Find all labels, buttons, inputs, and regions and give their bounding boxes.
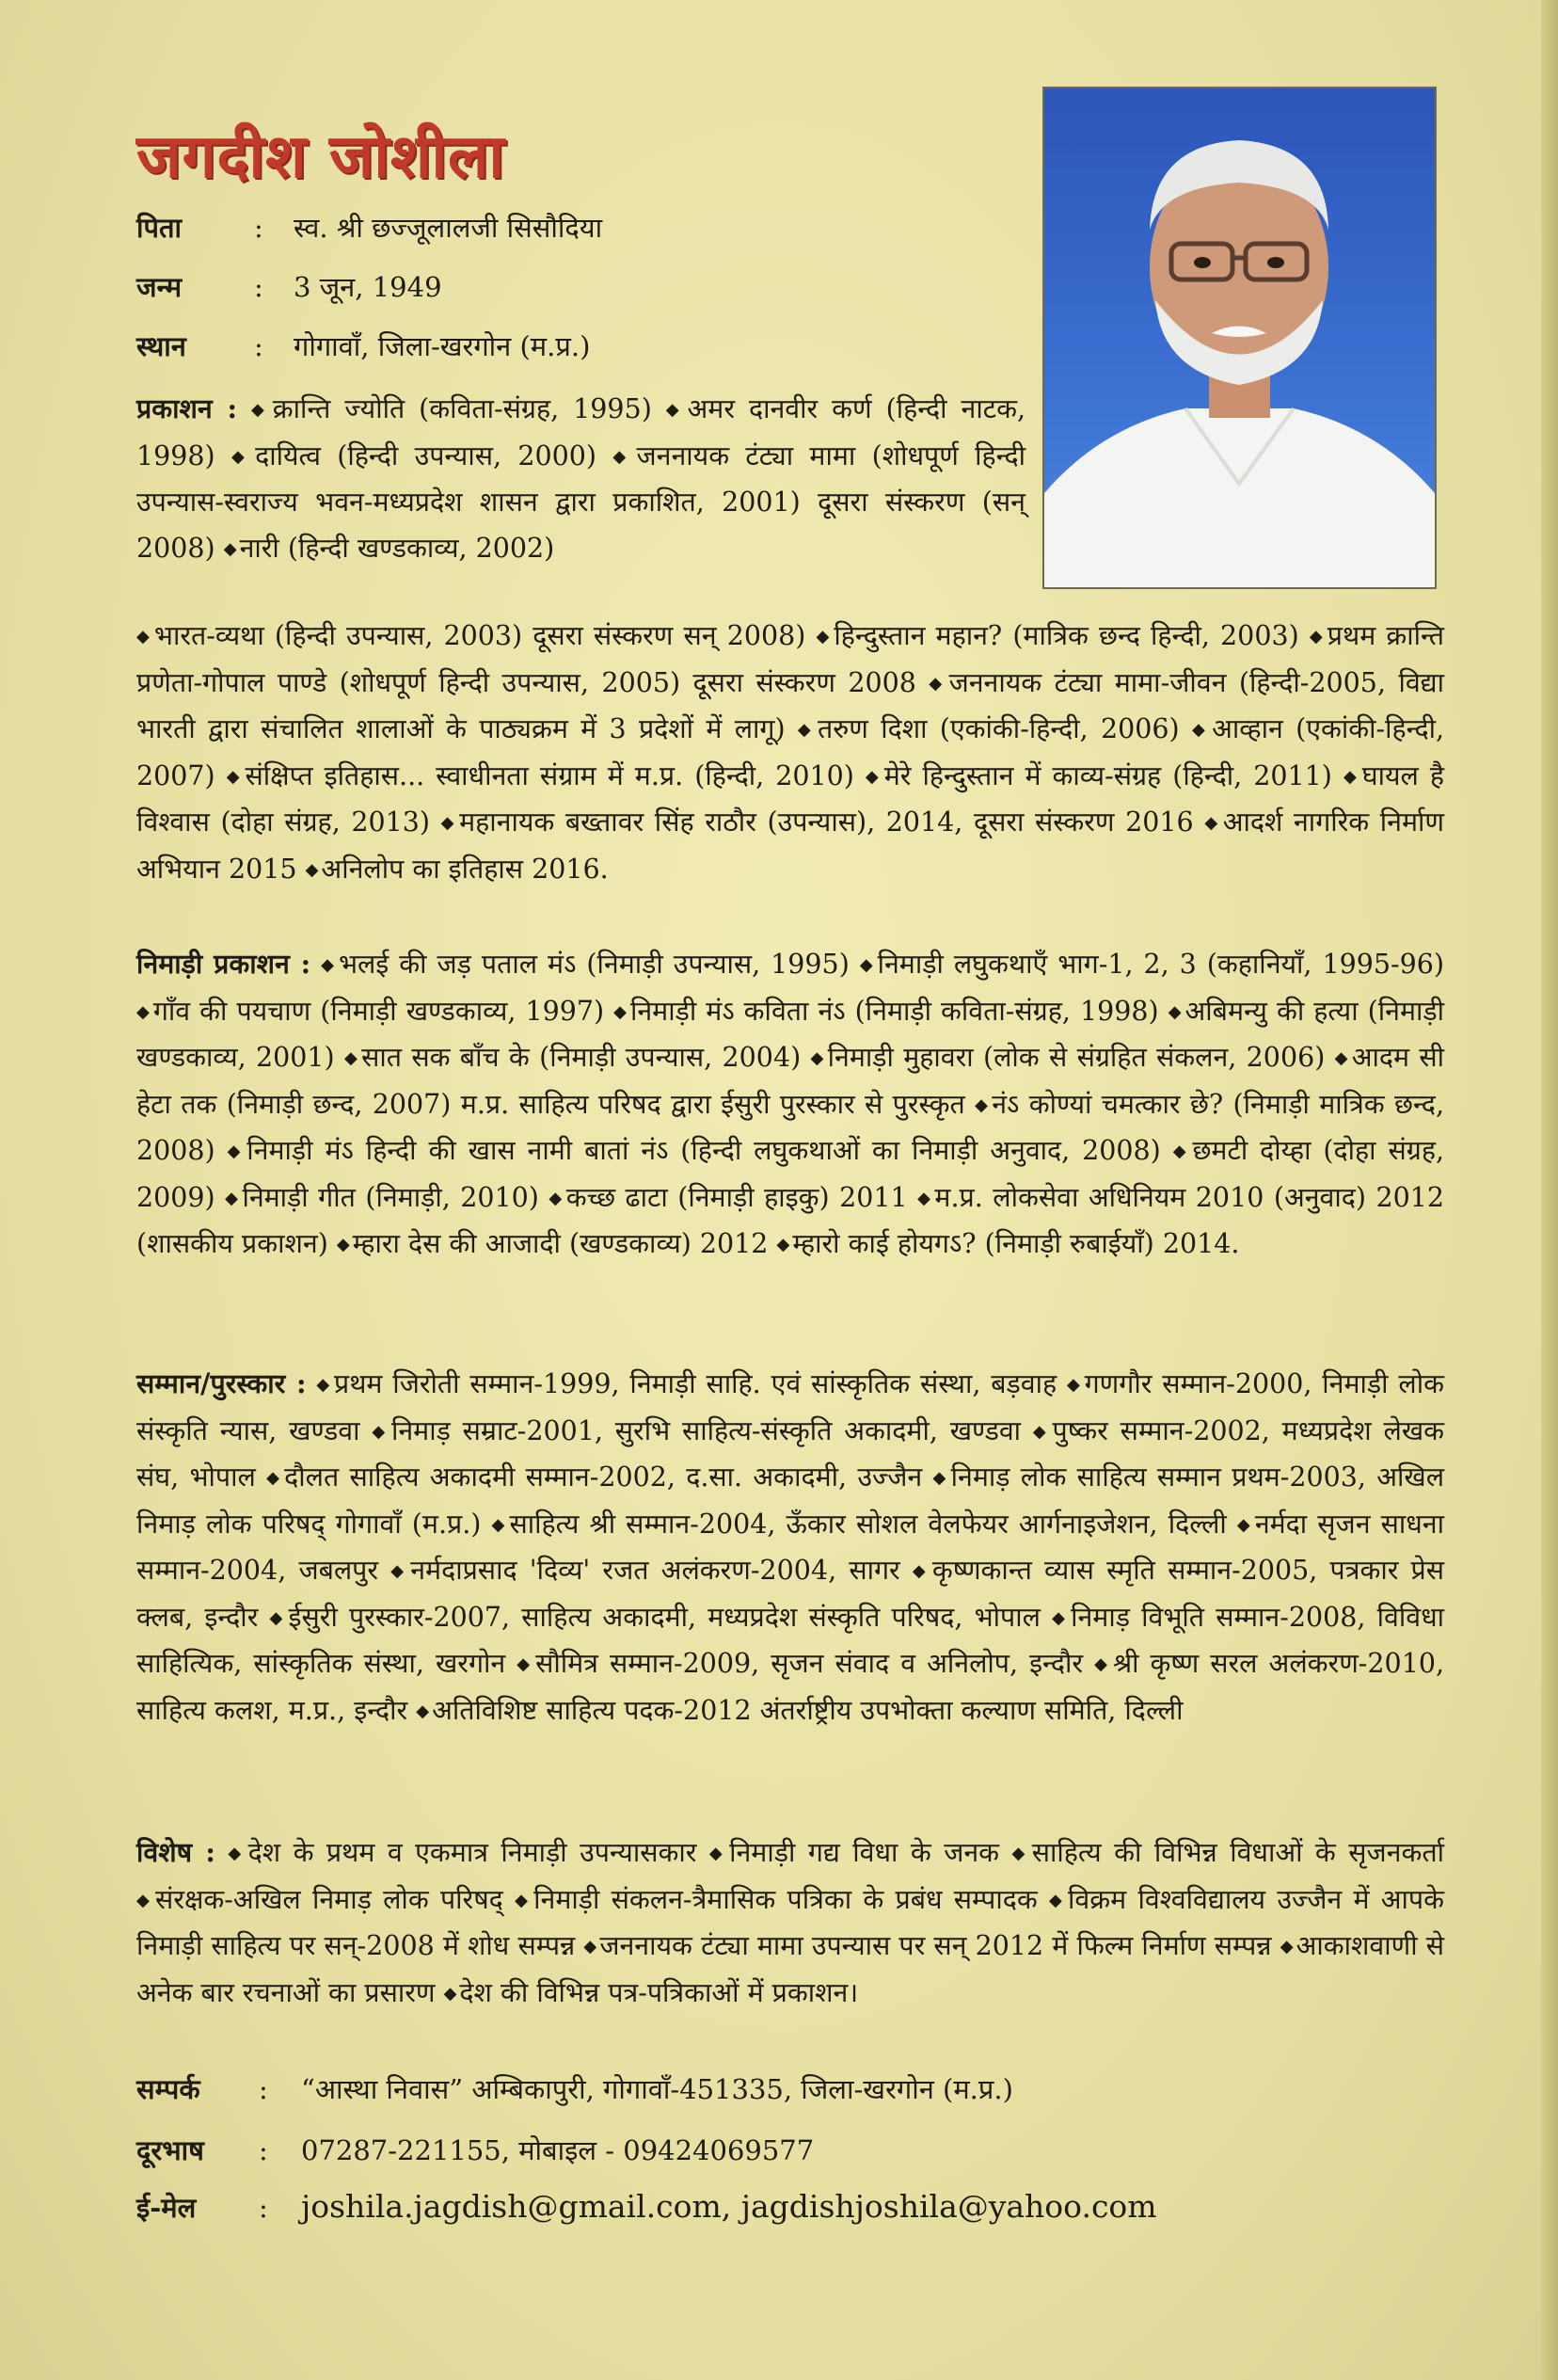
award-item: ◆ नर्मदा सृजन साधना सम्मान-2004, जबलपुर (136, 1509, 1444, 1587)
special-item: ◆ विक्रम विश्वविद्यालय उज्जैन में आपके निमाड़ी साहित्य पर सन्-2008 में शोध सम्पन्न (136, 1884, 1444, 1962)
nimadi-item: ◆ भलई की जड़ पताल मंऽ (निमाड़ी उपन्यास, 1995) (321, 949, 850, 980)
award-item: ◆ निमाड़ लोक साहित्य सम्मान प्रथम-2003, अखिल निमाड़ लोक परिषद् गोगावाँ (म.प्र.) (136, 1462, 1444, 1540)
publication-item: ◆ क्रान्ति ज्योति (कविता-संग्रह, 1995) (251, 393, 652, 424)
publication-item: ◆ आव्हान (एकांकी-हिन्दी, 2007) (136, 713, 1444, 791)
birth-row (136, 268, 442, 305)
nimadi-item: ◆ नंऽ कोण्यां चमत्कार छे? (निमाड़ी मात्रिक छन्द, 2008) (136, 1089, 1444, 1167)
award-item: ◆ कृष्णकान्त व्यास स्मृति सम्मान-2005, पत्रकार प्रेस क्लब, इन्दौर (136, 1555, 1444, 1633)
award-item: ◆ प्रथम जिरोती सम्मान-1999, निमाड़ी साहि. एवं सांस्कृतिक संस्था, बड़वाह (316, 1368, 1057, 1399)
place-row (136, 327, 590, 364)
address-value: “आस्था निवास” अम्बिकापुरी, गोगावाँ-451335, जिला-खरगोन (म.प्र.) (301, 2073, 1013, 2105)
publication-item: ◆ जननायक टंट्या मामा-जीवन (हिन्दी-2005, विद्या भारती द्वारा संचालित शालाओं के पाठ्यक्रम में 3 प्रदेशों में लागू) (136, 667, 1444, 745)
email-sep: : (259, 2192, 268, 2224)
special-item: ◆ देश के प्रथम व एकमात्र निमाड़ी उपन्यासकार (228, 1837, 696, 1868)
special-item: ◆ निमाड़ी संकलन-त्रैमासिक पत्रिका के प्रबंध सम्पादक (515, 1884, 1038, 1915)
phone-row (136, 2132, 814, 2168)
nimadi-item: ◆ कच्छ ढाटा (निमाड़ी हाइकु) 2011 (548, 1182, 907, 1213)
award-item: ◆ दौलत साहित्य अकादमी सम्मान-2002, द.सा. अकादमी, उज्जैन (266, 1462, 922, 1493)
publication-item: ◆ नारी (हिन्दी खण्डकाव्य, 2002) (224, 533, 555, 564)
award-item: ◆ ईसुरी पुरस्कार-2007, साहित्य अकादमी, मध्यप्रदेश संस्कृति परिषद, भोपाल (270, 1602, 1041, 1633)
award-item: ◆ साहित्य श्री सम्मान-2004, ऊँकार सोशल वेलफेयर आर्गनाइजेशन, दिल्ली (492, 1509, 1227, 1540)
awards-section (136, 1361, 1444, 1734)
cover-edge (1541, 0, 1558, 2380)
award-item: ◆ निमाड़ सम्राट-2001, सुरभि साहित्य-संस्कृति अकादमी, खण्डवा (372, 1415, 1021, 1446)
nimadi-item: ◆ छमटी दोय्हा (दोहा संग्रह, 2009) (136, 1135, 1444, 1213)
publication-item: ◆ अनिलोप का इतिहास 2016. (306, 854, 609, 885)
publication-item: ◆ भारत-व्यथा (हिन्दी उपन्यास, 2003) दूसरा संस्करण सन् 2008) (136, 620, 805, 651)
special-section (136, 1829, 1444, 2017)
award-item: ◆ नर्मदाप्रसाद 'दिव्य' रजत अलंकरण-2004, सागर (390, 1555, 899, 1586)
publication-item: ◆ जननायक टंट्या मामा (शोधपूर्ण हिन्दी उपन्यास-स्वराज्य भवन-मध्यप्रदेश शासन द्वारा प्रकाशित, 2001) दूसरा संस्करण (सन् 2008) (136, 440, 1025, 564)
award-item: ◆ पुष्कर सम्मान-2002, मध्यप्रदेश लेखक संघ, भोपाल (136, 1415, 1444, 1493)
publication-item: ◆ तरुण दिशा (एकांकी-हिन्दी, 2006) (798, 713, 1180, 744)
publication-item: ◆ मेरे हिन्दुस्तान में काव्य-संग्रह (हिन्दी, 2011) (866, 760, 1332, 791)
father-row (136, 209, 602, 246)
publication-item: ◆ प्रथम क्रान्ति प्रणेता-गोपाल पाण्डे (शोधपूर्ण हिन्दी उपन्यास, 2005) दूसरा संस्करण 2008 (136, 620, 1444, 698)
author-name: जगदीश जोशीला (136, 121, 506, 192)
publication-item: ◆ हिन्दुस्तान महान? (मात्रिक छन्द हिन्दी, 2003) (817, 620, 1299, 651)
publication-item: ◆ आदर्श नागरिक निर्माण अभियान 2015 (136, 807, 1444, 885)
award-item: ◆ सौमित्र सम्मान-2009, सृजन संवाद व अनिलोप, इन्दौर (517, 1648, 1083, 1679)
birth-label: जन्म (136, 271, 183, 303)
publications-section-cont (136, 614, 1444, 893)
address-row (136, 2070, 1013, 2107)
publications-label: प्रकाशन : (136, 392, 238, 424)
place-value: गोगावाँ, जिला-खरगोन (म.प्र.) (294, 330, 591, 362)
nimadi-item: ◆ गाँव की पयचाण (निमाड़ी खण्डकाव्य, 1997) (136, 996, 604, 1027)
email-row (136, 2188, 1157, 2226)
birth-sep: : (254, 271, 263, 303)
address-sep: : (259, 2073, 268, 2105)
special-item: ◆ आकाशवाणी से अनेक बार रचनाओं का प्रसारण (136, 1930, 1444, 2008)
nimadi-item: ◆ म.प्र. लोकसेवा अधिनियम 2010 (अनुवाद) 2012 (शासकीय प्रकाशन) (136, 1182, 1444, 1260)
publications-section (136, 386, 1025, 572)
nimadi-item: ◆ म्हारा देस की आजादी (खण्डकाव्य) 2012 (337, 1228, 769, 1259)
special-label: विशेष : (136, 1836, 215, 1868)
nimadi-label: निमाड़ी प्रकाशन : (136, 948, 311, 980)
address-label: सम्पर्क (136, 2073, 200, 2105)
award-item: ◆ श्री कृष्ण सरल अलंकरण-2010, साहित्य कलश, म.प्र., इन्दौर (136, 1648, 1444, 1726)
special-item: ◆ जननायक टंट्या मामा उपन्यास पर सन् 2012 में फिल्म निर्माण सम्पन्न (583, 1930, 1271, 1961)
publication-item: ◆ दायित्व (हिन्दी उपन्यास, 2000) (231, 440, 596, 471)
special-item: ◆ साहित्य की विभिन्न विधाओं के सृजनकर्ता (1012, 1837, 1445, 1868)
award-item: ◆ गणगौर सम्मान-2000, निमाड़ी लोक संस्कृति न्यास, खण्डवा (136, 1368, 1444, 1446)
nimadi-item: ◆ निमाड़ी लघुकथाएँ भाग-1, 2, 3 (कहानियाँ, 1995-96) (860, 949, 1444, 980)
publication-item: ◆ घायल है विश्वास (दोहा संग्रह, 2013) (136, 760, 1444, 839)
phone-value: 07287-221155, मोबाइल - 09424069577 (301, 2134, 815, 2166)
nimadi-item: ◆ निमाड़ी गीत (निमाड़ी, 2010) (225, 1182, 539, 1213)
father-sep: : (254, 212, 263, 244)
father-label: पिता (136, 212, 183, 244)
special-item: ◆ निमाड़ी गद्य विधा के जनक (709, 1837, 999, 1868)
nimadi-publications-section (136, 941, 1444, 1269)
awards-label: सम्मान/पुरस्कार : (136, 1367, 307, 1399)
email-value: joshila.jagdish@gmail.com, jagdishjoshila@yahoo.com (301, 2188, 1157, 2225)
nimadi-item: ◆ म्हारो काई होयगऽ? (निमाड़ी रुबाईयाँ) 2014. (777, 1228, 1240, 1259)
nimadi-item: ◆ अबिमन्यु की हत्या (निमाड़ी खण्डकाव्य, 2001) (136, 996, 1444, 1074)
publication-item: ◆ संक्षिप्त इतिहास... स्वाधीनता संग्राम में म.प्र. (हिन्दी, 2010) (227, 760, 854, 791)
email-label: ई-मेल (136, 2192, 197, 2224)
nimadi-item: ◆ आदम सी हेटा तक (निमाड़ी छन्द, 2007) म.प्र. साहित्य परिषद द्वारा ईसुरी पुरस्कार से पुरस्कृत (136, 1042, 1444, 1120)
nimadi-item: ◆ निमाड़ी मंऽ कविता नंऽ (निमाड़ी कविता-संग्रह, 1998) (613, 996, 1158, 1027)
phone-label: दूरभाष (136, 2134, 204, 2166)
award-item: ◆ निमाड़ विभूति सम्मान-2008, विविधा साहित्यिक, सांस्कृतिक संस्था, खरगोन (136, 1602, 1444, 1680)
nimadi-item: ◆ निमाड़ी मंऽ हिन्दी की खास नामी बातां नंऽ (हिन्दी लघुकथाओं का निमाड़ी अनुवाद, 2008) (228, 1135, 1161, 1166)
birth-value: 3 जून, 1949 (294, 271, 442, 303)
place-label: स्थान (136, 330, 186, 362)
nimadi-item: ◆ सात सक बाँच के (निमाड़ी उपन्यास, 2004) (344, 1042, 801, 1073)
publication-item: ◆ महानायक बख्तावर सिंह राठौर (उपन्यास), 2014, दूसरा संस्करण 2016 (441, 807, 1194, 838)
special-item: ◆ संरक्षक-अखिल निमाड़ लोक परिषद् (136, 1884, 503, 1915)
award-item: ◆ अतिविशिष्ट साहित्य पदक-2012 अंतर्राष्ट्रीय उपभोक्ता कल्याण समिति, दिल्ली (416, 1695, 1183, 1726)
phone-sep: : (259, 2134, 268, 2166)
father-value: स्व. श्री छज्जूलालजी सिसौदिया (294, 212, 603, 244)
author-photo (1042, 87, 1437, 589)
publication-item: ◆ अमर दानवीर कर्ण (हिन्दी नाटक, 1998) (136, 393, 1025, 471)
author-portrait-illustration (1044, 88, 1435, 587)
place-sep: : (254, 330, 263, 362)
nimadi-item: ◆ निमाड़ी मुहावरा (लोक से संग्रहित संकलन, 2006) (811, 1042, 1326, 1073)
special-item: ◆ देश की विभिन्न पत्र-पत्रिकाओं में प्रकाशन। (444, 1977, 859, 2008)
